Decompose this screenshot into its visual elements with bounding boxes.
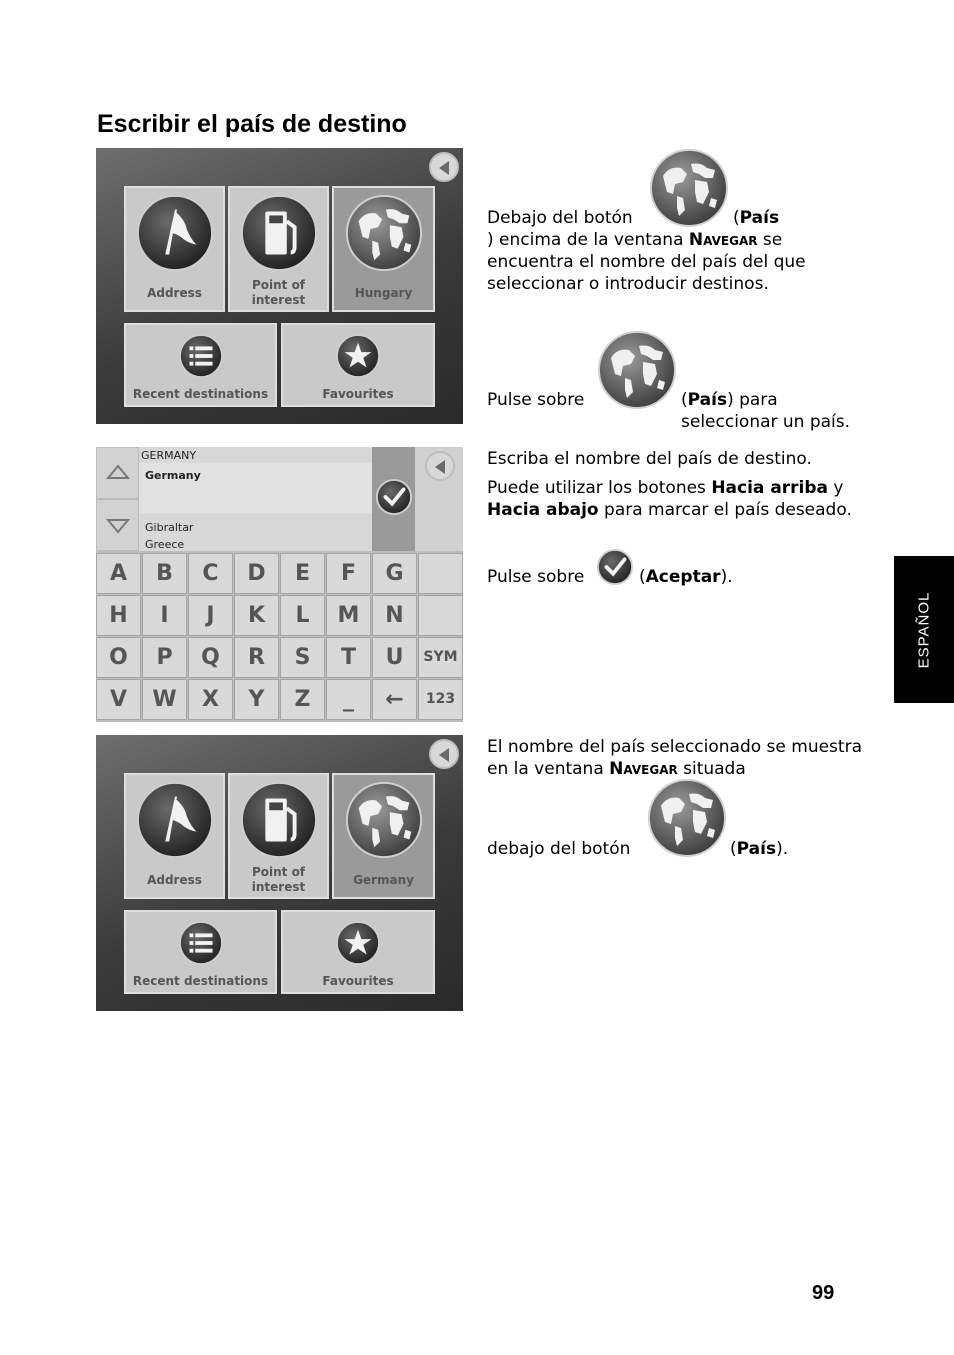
poi-label-1: Point of <box>251 278 306 292</box>
poi-label-2: interest <box>251 293 306 307</box>
key-123[interactable]: 123 <box>418 679 463 720</box>
paragraph-2: Pulse sobre (País) para seleccionar un país. <box>487 330 867 440</box>
globe-icon <box>647 778 727 858</box>
key-t[interactable]: T <box>326 637 371 678</box>
country-keyboard-screen <box>96 447 463 722</box>
country-tile[interactable] <box>332 773 435 899</box>
country-list <box>139 447 372 551</box>
page-number: 99 <box>812 1282 835 1304</box>
key-e[interactable]: E <box>280 553 325 594</box>
key-r[interactable]: R <box>234 637 279 678</box>
address-label: Address <box>147 873 202 887</box>
key-z[interactable]: Z <box>280 679 325 720</box>
key-c[interactable]: C <box>188 553 233 594</box>
key-w[interactable]: W <box>142 679 187 720</box>
key-v[interactable]: V <box>96 679 141 720</box>
accept-button[interactable] <box>372 447 415 551</box>
star-icon <box>335 920 381 966</box>
poi-label-2: interest <box>251 880 306 894</box>
key-j[interactable]: J <box>188 595 233 636</box>
favourites-label: Favourites <box>322 974 394 988</box>
key-space[interactable]: _ <box>326 679 371 720</box>
recent-destinations-tile[interactable] <box>124 910 277 994</box>
back-arrow-icon[interactable] <box>429 152 459 182</box>
arrow-down-icon <box>106 516 130 536</box>
country-tile[interactable] <box>332 186 435 312</box>
recent-label: Recent destinations <box>132 387 269 401</box>
scroll-up-button[interactable] <box>96 447 139 499</box>
address-label: Address <box>147 286 202 300</box>
key-o[interactable]: O <box>96 637 141 678</box>
star-icon <box>335 333 381 379</box>
paragraph-6: El nombre del país seleccionado se muestra en la ventana Navegar situada debajo del botón (País). <box>487 737 862 859</box>
key-blank[interactable] <box>418 553 463 594</box>
list-item[interactable]: Germany <box>145 469 201 482</box>
navigate-screen-hungary <box>96 148 463 424</box>
navigate-screen-germany <box>96 735 463 1011</box>
key-m[interactable]: M <box>326 595 371 636</box>
key-backspace[interactable]: ← <box>372 679 417 720</box>
flag-icon <box>136 781 214 859</box>
page-title: Escribir el país de destino <box>97 110 407 138</box>
fuel-pump-icon <box>240 781 318 859</box>
paragraph-4: Puede utilizar los botones Hacia arriba y Hacia abajo para marcar el país deseado. <box>487 478 852 520</box>
back-arrow-icon[interactable] <box>429 739 459 769</box>
list-item[interactable]: Gibraltar <box>145 521 194 534</box>
key-x[interactable]: X <box>188 679 233 720</box>
checkmark-icon <box>375 478 413 516</box>
country-label: Hungary <box>354 286 413 300</box>
key-i[interactable]: I <box>142 595 187 636</box>
recent-label: Recent destinations <box>132 974 269 988</box>
key-sym[interactable]: SYM <box>418 637 463 678</box>
scroll-down-button[interactable] <box>96 499 139 551</box>
list-icon <box>178 920 224 966</box>
poi-tile[interactable] <box>228 773 329 899</box>
paragraph-1: Debajo del botón (País ) encima de la ventana Navegar se encuentra el nombre del país del que seleccionar o introducir destinos. <box>487 148 867 206</box>
address-tile[interactable] <box>124 186 225 312</box>
key-g[interactable]: G <box>372 553 417 594</box>
key-a[interactable]: A <box>96 553 141 594</box>
key-k[interactable]: K <box>234 595 279 636</box>
poi-tile[interactable] <box>228 186 329 312</box>
key-b[interactable]: B <box>142 553 187 594</box>
paragraph-5: Pulse sobre (Aceptar). <box>487 548 867 588</box>
key-p[interactable]: P <box>142 637 187 678</box>
address-tile[interactable] <box>124 773 225 899</box>
globe-icon <box>345 781 423 859</box>
key-y[interactable]: Y <box>234 679 279 720</box>
globe-icon <box>597 330 677 410</box>
favourites-tile[interactable] <box>281 323 435 407</box>
key-n[interactable]: N <box>372 595 417 636</box>
arrow-up-icon <box>106 462 130 482</box>
key-s[interactable]: S <box>280 637 325 678</box>
key-q[interactable]: Q <box>188 637 233 678</box>
key-f[interactable]: F <box>326 553 371 594</box>
checkmark-icon <box>596 548 634 586</box>
country-label: Germany <box>353 873 414 887</box>
paragraph-3: Escriba el nombre del país de destino. <box>487 449 812 469</box>
globe-icon <box>649 148 729 228</box>
fuel-pump-icon <box>240 194 318 272</box>
key-h[interactable]: H <box>96 595 141 636</box>
flag-icon <box>136 194 214 272</box>
key-d[interactable]: D <box>234 553 279 594</box>
favourites-tile[interactable] <box>281 910 435 994</box>
list-item[interactable]: Greece <box>145 538 185 551</box>
list-icon <box>178 333 224 379</box>
search-input[interactable]: GERMANY <box>141 449 197 462</box>
key-l[interactable]: L <box>280 595 325 636</box>
recent-destinations-tile[interactable] <box>124 323 277 407</box>
key-blank[interactable] <box>418 595 463 636</box>
favourites-label: Favourites <box>322 387 394 401</box>
globe-icon <box>345 194 423 272</box>
back-arrow-icon[interactable] <box>425 451 455 481</box>
poi-label-1: Point of <box>251 865 306 879</box>
language-side-tab: ESPAÑOL <box>894 556 954 703</box>
key-u[interactable]: U <box>372 637 417 678</box>
